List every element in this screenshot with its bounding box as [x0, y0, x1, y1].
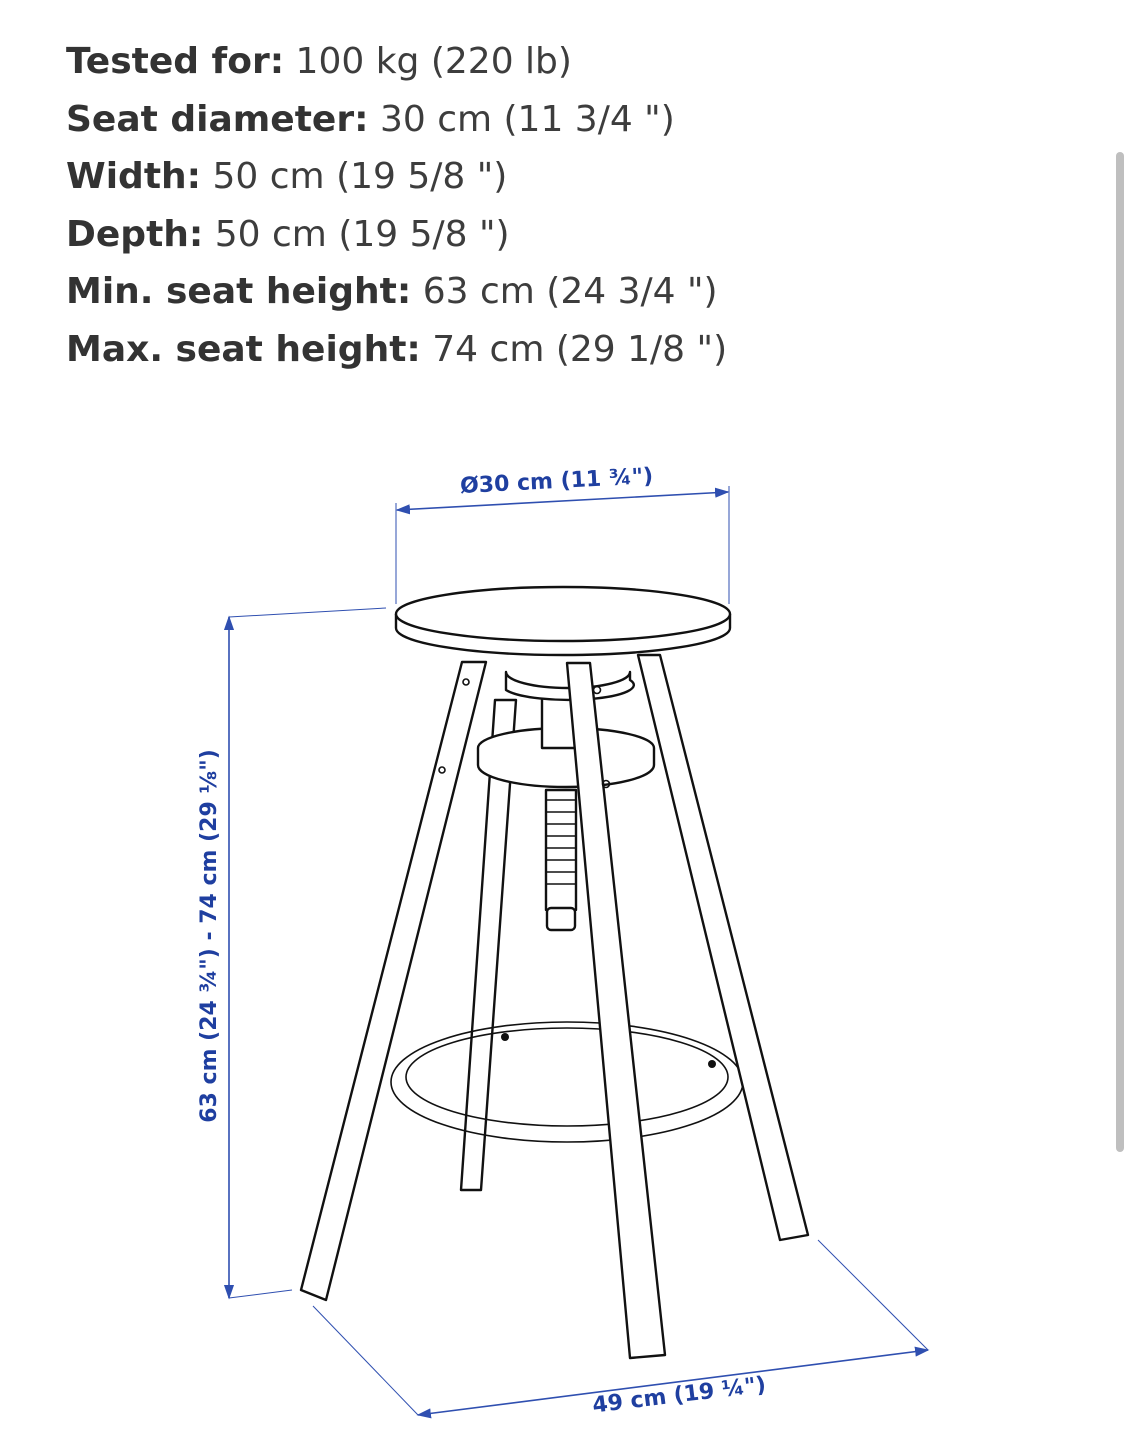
spec-value: 74 cm (29 1/8 "): [432, 328, 728, 370]
spec-value: 100 kg (220 lb): [295, 41, 572, 82]
spec-label: Depth:: [66, 213, 204, 255]
foot-ring-inner: [406, 1028, 728, 1126]
vertical-scrollbar[interactable]: [1116, 152, 1124, 1152]
seat-diameter-dimension: [396, 464, 729, 604]
foot-ring-screw: [708, 1060, 716, 1068]
stool-illustration: [301, 587, 808, 1358]
seat-diameter-arrow: [397, 492, 728, 510]
column-end-cap: [547, 908, 575, 930]
foot-ring: [391, 1022, 743, 1142]
spec-label: Seat diameter:: [66, 98, 369, 140]
foot-ring-outer: [391, 1022, 743, 1142]
height-dimension: [197, 608, 386, 1298]
left-leg: [301, 662, 486, 1300]
spec-label: Max. seat height:: [66, 328, 421, 370]
base-width-label: 49 cm (19 ¼"): [591, 1372, 768, 1419]
spec-label: Tested for:: [66, 41, 285, 82]
right-leg: [638, 655, 808, 1240]
spec-value: 50 cm (19 5/8 "): [212, 156, 508, 197]
spec-value: 50 cm (19 5/8 "): [214, 213, 510, 255]
spec-value: 63 cm (24 3/4 "): [422, 271, 718, 312]
threaded-column-body: [546, 790, 576, 910]
height-extension-line-top: [229, 608, 386, 617]
base-extension-line-left: [313, 1306, 418, 1415]
base-extension-line-right: [818, 1240, 928, 1350]
spec-label: Min. seat height:: [66, 271, 412, 312]
spec-label: Width:: [66, 156, 202, 197]
height-extension-line-bottom: [229, 1290, 292, 1298]
height-label: 63 cm (24 ¾") - 74 cm (29 ⅛"): [197, 749, 222, 1123]
seat-top: [396, 587, 730, 641]
foot-ring-screw: [501, 1033, 509, 1041]
spec-value: 30 cm (11 3/4 "): [379, 98, 675, 140]
seat: [396, 587, 730, 655]
seat-diameter-label: Ø30 cm (11 ¾"): [459, 463, 654, 500]
base-width-dimension: [313, 1240, 928, 1419]
